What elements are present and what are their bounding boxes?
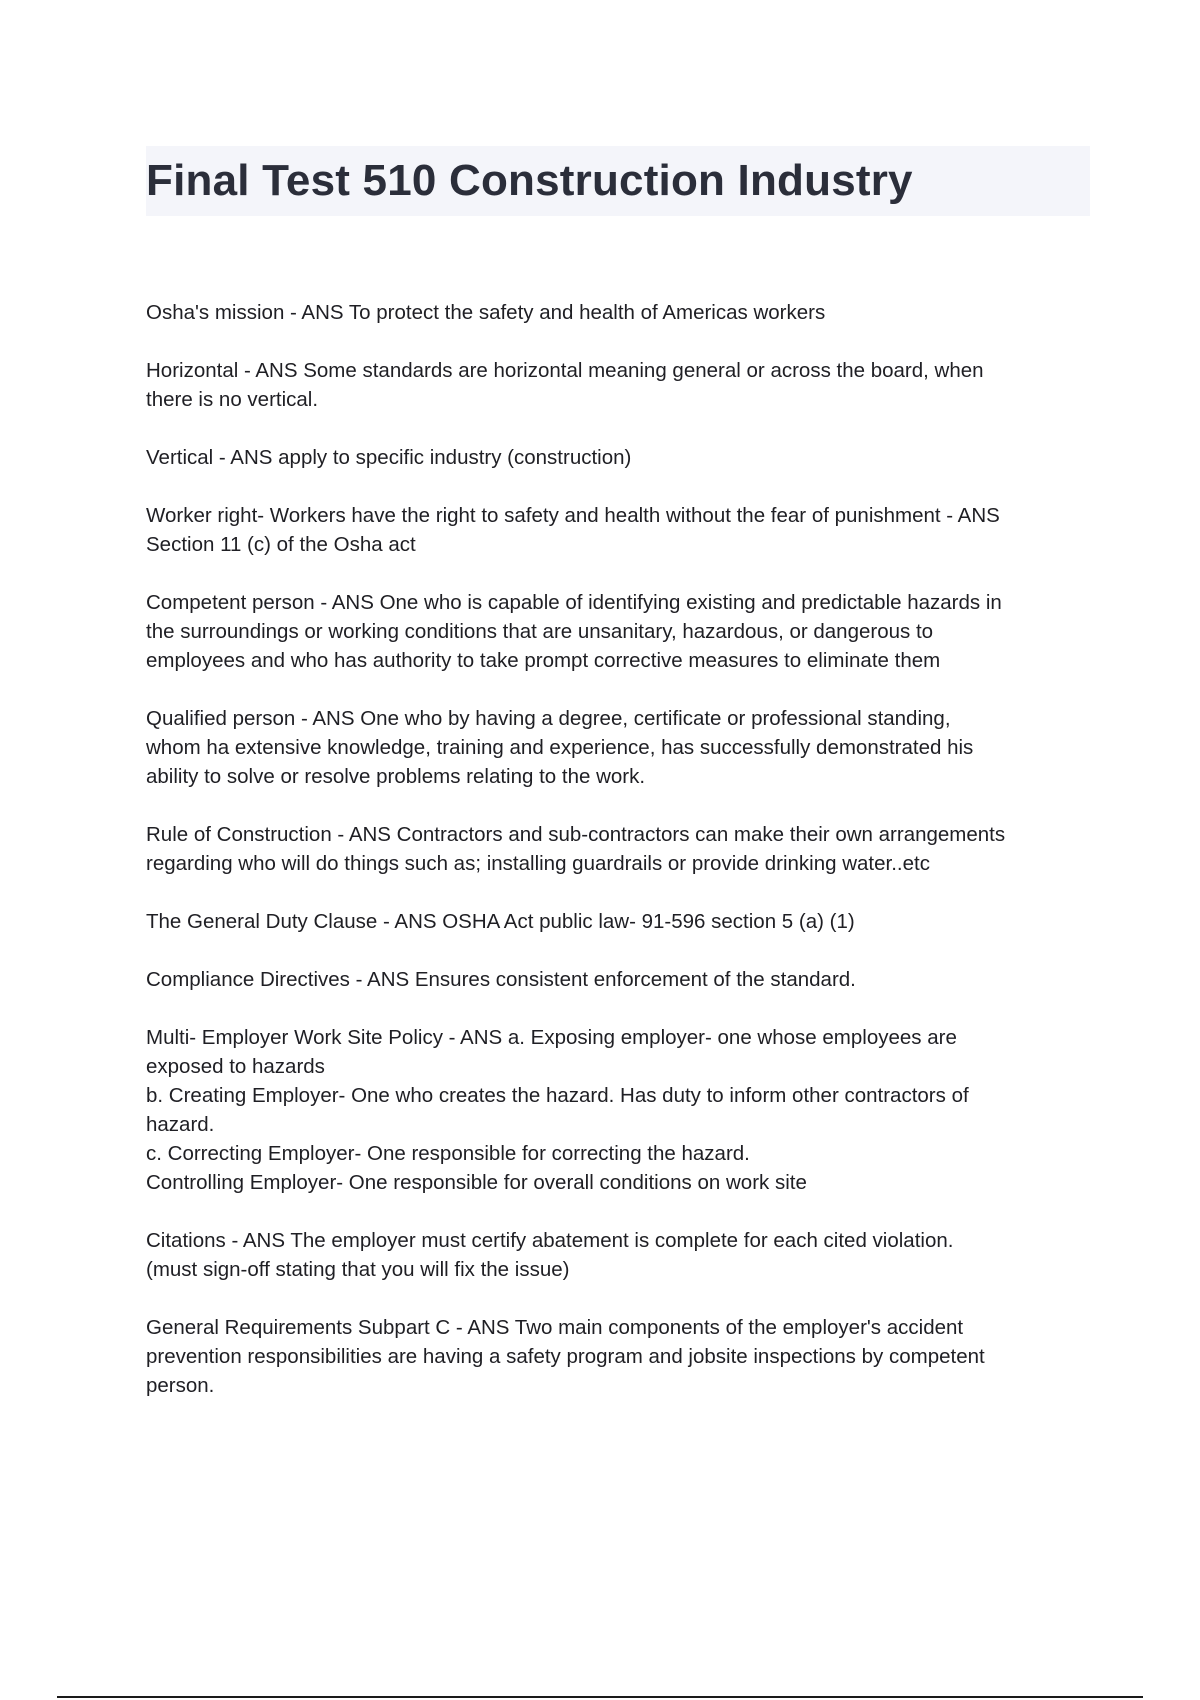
- footer-divider: [57, 1696, 1143, 1698]
- qa-entry: [146, 298, 1096, 327]
- qa-entry-line: Controlling Employer- One responsible for overall conditions on work site: [146, 1171, 807, 1194]
- qa-entry: [146, 704, 1096, 791]
- qa-entry: [146, 1226, 1096, 1284]
- qa-entry-line: The General Duty Clause - ANS OSHA Act public law- 91-596 section 5 (a) (1): [146, 910, 855, 933]
- qa-entry-line: (must sign-off stating that you will fix the issue): [146, 1258, 570, 1281]
- qa-entry: [146, 443, 1096, 472]
- qa-entry-line: Horizontal - ANS Some standards are horizontal meaning general or across the board, when: [146, 359, 984, 382]
- qa-entry-line: Competent person - ANS One who is capable of identifying existing and predictable hazards in: [146, 591, 1002, 614]
- qa-entry-line: Multi- Employer Work Site Policy - ANS a. Exposing employer- one whose employees are: [146, 1026, 957, 1049]
- qa-entry: [146, 588, 1096, 675]
- qa-entry-line: Vertical - ANS apply to specific industry (construction): [146, 446, 632, 469]
- qa-list: [146, 298, 1096, 1429]
- qa-entry-line: Worker right- Workers have the right to safety and health without the fear of punishment - ANS: [146, 504, 1000, 527]
- qa-entry-line: b. Creating Employer- One who creates the hazard. Has duty to inform other contractors of: [146, 1084, 969, 1107]
- qa-entry-line: whom ha extensive knowledge, training and experience, has successfully demonstrated his: [146, 736, 974, 759]
- qa-entry-line: employees and who has authority to take prompt corrective measures to eliminate them: [146, 649, 941, 672]
- qa-entry-line: Osha's mission - ANS To protect the safety and health of Americas workers: [146, 301, 826, 324]
- qa-entry-line: General Requirements Subpart C - ANS Two main components of the employer's accident: [146, 1316, 964, 1339]
- qa-entry: [146, 1313, 1096, 1400]
- qa-entry: [146, 501, 1096, 559]
- qa-entry-line: Compliance Directives - ANS Ensures consistent enforcement of the standard.: [146, 968, 856, 991]
- qa-entry-line: prevention responsibilities are having a safety program and jobsite inspections by competent: [146, 1345, 985, 1368]
- qa-entry-line: Section 11 (c) of the Osha act: [146, 533, 416, 556]
- qa-entry-line: hazard.: [146, 1113, 215, 1136]
- qa-entry-line: Citations - ANS The employer must certify abatement is complete for each cited violation.: [146, 1229, 954, 1252]
- qa-entry: [146, 356, 1096, 414]
- qa-entry: [146, 907, 1096, 936]
- document-title: Final Test 510 Construction Industry: [146, 156, 913, 205]
- qa-entry-line: Qualified person - ANS One who by having a degree, certificate or professional standing,: [146, 707, 951, 730]
- qa-entry-line: there is no vertical.: [146, 388, 319, 411]
- qa-entry-line: person.: [146, 1374, 215, 1397]
- qa-entry-line: c. Correcting Employer- One responsible for correcting the hazard.: [146, 1142, 750, 1165]
- qa-entry-line: Rule of Construction - ANS Contractors and sub-contractors can make their own arrangements: [146, 823, 1006, 846]
- qa-entry: [146, 1023, 1096, 1197]
- qa-entry-line: the surroundings or working conditions that are unsanitary, hazardous, or dangerous to: [146, 620, 934, 643]
- qa-entry-line: exposed to hazards: [146, 1055, 325, 1078]
- qa-entry: [146, 965, 1096, 994]
- qa-entry-line: ability to solve or resolve problems relating to the work.: [146, 765, 646, 788]
- qa-entry-line: regarding who will do things such as; installing guardrails or provide drinking water..etc: [146, 852, 930, 875]
- qa-entry: [146, 820, 1096, 878]
